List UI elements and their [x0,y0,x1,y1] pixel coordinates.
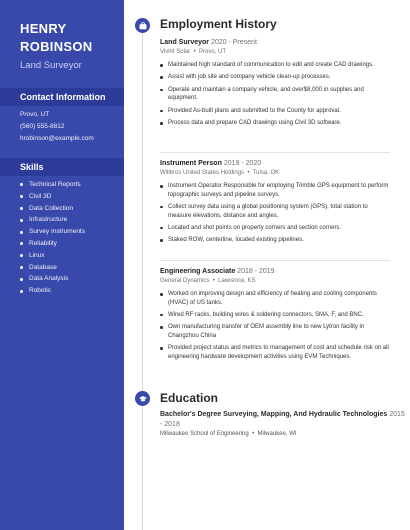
job-bullet: Located and shot points on property corners and section corners. [160,224,390,233]
skill-item: Data Collection [20,203,85,215]
job-location: Provo, UT [199,49,227,55]
job-title: Engineering Associate [160,268,236,275]
sidebar [0,0,124,530]
skill-item: Robotic [20,285,85,297]
job-location: Tulsa, OK [252,170,280,176]
job-entry [160,159,390,249]
job-location: Lawrence, KS [218,278,256,284]
education-school: Milwaukee School of Engineering [160,431,249,437]
education-location: Milwaukee, WI [257,431,297,437]
skill-item: Reliability [20,238,85,250]
skill-item: Linux [20,250,85,262]
job-divider [160,260,390,261]
job-bullet: Wired RF racks, building wires & soldering connectors, SMA, F, and BNC. [160,311,390,320]
job-dates: 2019 - 2020 [223,160,262,167]
job-bullet: Own manufacturing transfer of OEM assembly line to new Lytron facility in Changzhou China [160,323,390,340]
education-title-line [160,410,405,429]
skill-item: Data Analysis [20,273,85,285]
contact-email[interactable]: hrobinson@example.com [20,135,94,142]
briefcase-icon [135,18,150,33]
job-role: Land Surveyor [20,60,82,71]
job-company: Vivint Solar [160,49,191,55]
contact-phone[interactable]: (560) 555-8812 [20,123,65,130]
candidate-name [20,20,120,56]
job-bullets [160,182,390,245]
job-bullet: Operate and maintain a company vehicle, and over$8,000 in supplies and equipment. [160,86,390,103]
skill-item: Database [20,262,85,274]
job-company-line: Willbros United States Holdings • Tulsa, OK [160,170,280,176]
job-title: Instrument Person [160,160,222,167]
job-bullet: Process data and prepare CAD drawings using Civil 3D software. [160,119,390,128]
education-dates: 2015 - 2018 [160,411,405,428]
job-bullets [160,61,390,128]
job-bullet: Staked ROW, centerline, located existing pipelines. [160,236,390,245]
job-entry [160,38,390,132]
name-line-1: HENRY [20,21,67,36]
job-bullet: Provided project status and metrics to management of cost and schedule risk on all engineering hardware development activities using EVM Techniques. [160,344,390,361]
job-company-line: General Dynamics • Lawrence, KS [160,278,256,284]
name-line-2: ROBINSON [20,39,93,54]
skills-heading: Skills [0,158,124,176]
job-divider [160,152,390,153]
education-heading: Education [160,391,219,405]
job-bullet: Collect survey data using a global positioning system (GPS), total station to measure elevations, distance and angles. [160,203,390,220]
graduation-cap-icon [135,391,150,406]
timeline-line [142,18,143,530]
job-company: General Dynamics [160,278,210,284]
education-degree: Bachelor's Degree Surveying, Mapping, And Hydraulic Technologies [160,411,388,418]
job-bullets [160,290,390,362]
education-entry [160,410,405,437]
skills-list [20,179,85,297]
job-bullet: Worked on improving design and efficiency of heating and cooling components (HVAC) of US tanks. [160,290,390,307]
contact-heading: Contact Information [0,88,124,106]
job-bullet: Provided As-built plans and submitted to the County for approval. [160,107,390,116]
contact-location: Provo, UT [20,111,50,118]
job-title-line [160,159,390,168]
skill-item: Survey Instruments [20,226,85,238]
job-bullet: Instrument Operator Responsible for employing Trimble GPS equipment to perform topographic surveys and pipeline surveys. [160,182,390,199]
skill-item: Technical Reports [20,179,85,191]
job-title-line [160,267,390,276]
job-title: Land Surveyor [160,39,210,46]
skill-item: Civil 3D [20,191,85,203]
job-bullet: Assist with job site and company vehicle clean-up processes. [160,73,390,82]
education-school-line: Milwaukee School of Engineering • Milwaukee, WI [160,431,297,437]
job-title-line [160,38,390,47]
job-company: Willbros United States Holdings [160,170,245,176]
skill-item: Infrastructure [20,214,85,226]
job-bullet: Maintained high standard of communication to edit and create CAD drawings. [160,61,390,70]
job-dates: 2020 - Present [210,39,257,46]
employment-heading: Employment History [160,17,277,31]
job-company-line: Vivint Solar • Provo, UT [160,49,227,55]
job-entry [160,267,390,365]
job-dates: 2018 - 2019 [237,268,275,275]
